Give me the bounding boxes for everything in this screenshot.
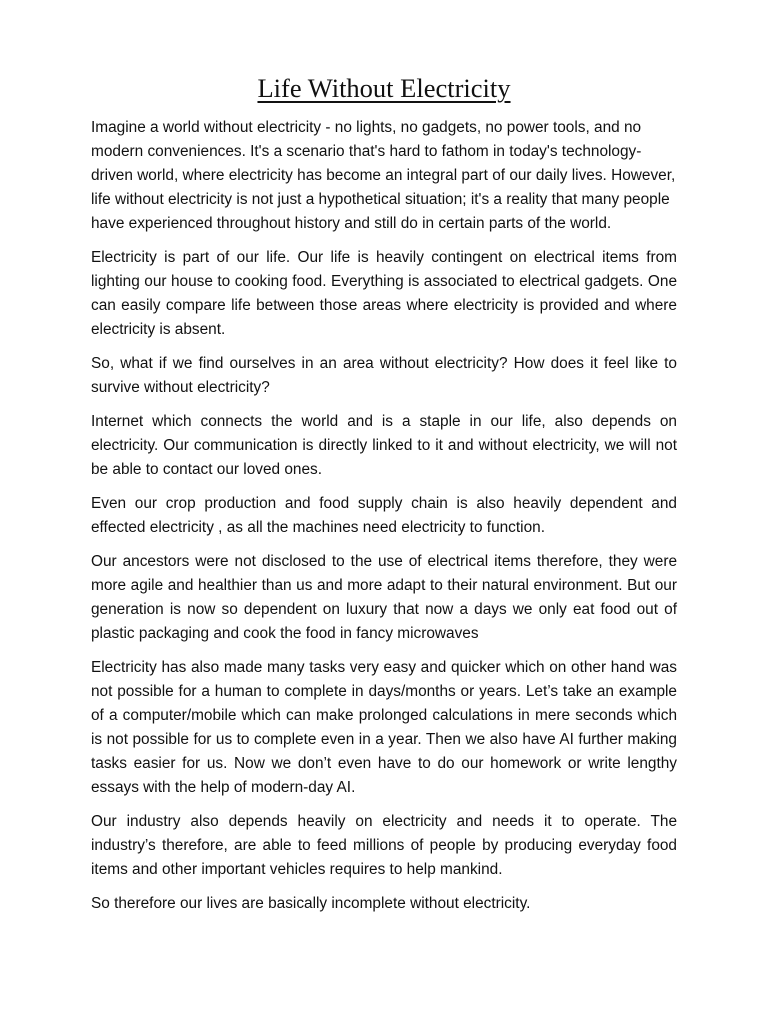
paragraph-5: Even our crop production and food supply chain is also heavily dependent and effected electricity , as all the machines need electricity to function. bbox=[91, 495, 677, 536]
document-body bbox=[91, 116, 677, 926]
paragraph-4: Internet which connects the world and is a staple in our life, also depends on electricity. Our communication is directly linked to it and without electricity, we will not be able to contact our loved ones. bbox=[91, 413, 677, 478]
document-title: Life Without Electricity bbox=[257, 73, 511, 103]
paragraph-3: So, what if we find ourselves in an area without electricity? How does it feel like to survive without electricity? bbox=[91, 355, 677, 396]
paragraph-7: Electricity has also made many tasks very easy and quicker which on other hand was not possible for a human to complete in days/months or years. Let’s take an example of a computer/mobile which can make prolonged calculations in mere seconds which is not possible for us to complete even in a year. Then we also have AI further making tasks easier for us. Now we don’t even have to do our homework or write lengthy essays with the help of modern-day AI. bbox=[91, 659, 677, 796]
paragraph-6: Our ancestors were not disclosed to the use of electrical items therefore, they were more agile and healthier than us and more adapt to their natural environment. But our generation is now so dependent on luxury that now a days we only eat food out of plastic packaging and cook the food in fancy microwaves bbox=[91, 553, 677, 642]
paragraph-8: Our industry also depends heavily on electricity and needs it to operate. The industry’s therefore, are able to feed millions of people by producing everyday food items and other important vehicles requires to help mankind. bbox=[91, 813, 677, 878]
paragraph-9: So therefore our lives are basically incomplete without electricity. bbox=[91, 895, 531, 912]
paragraph-2: Electricity is part of our life. Our life is heavily contingent on electrical items from lighting our house to cooking food. Everything is associated to electrical gadgets. One can easily compare life between those areas where electricity is provided and where electricity is absent. bbox=[91, 249, 677, 338]
paragraph-1: Imagine a world without electricity - no lights, no gadgets, no power tools, and no modern conveniences. It's a scenario that's hard to fathom in today's technology-driven world, where electricity has become an integral part of our daily lives. However, life without electricity is not just a hypothetical situation; it's a reality that many people have experienced throughout history and still do in certain parts of the world. bbox=[91, 119, 676, 232]
